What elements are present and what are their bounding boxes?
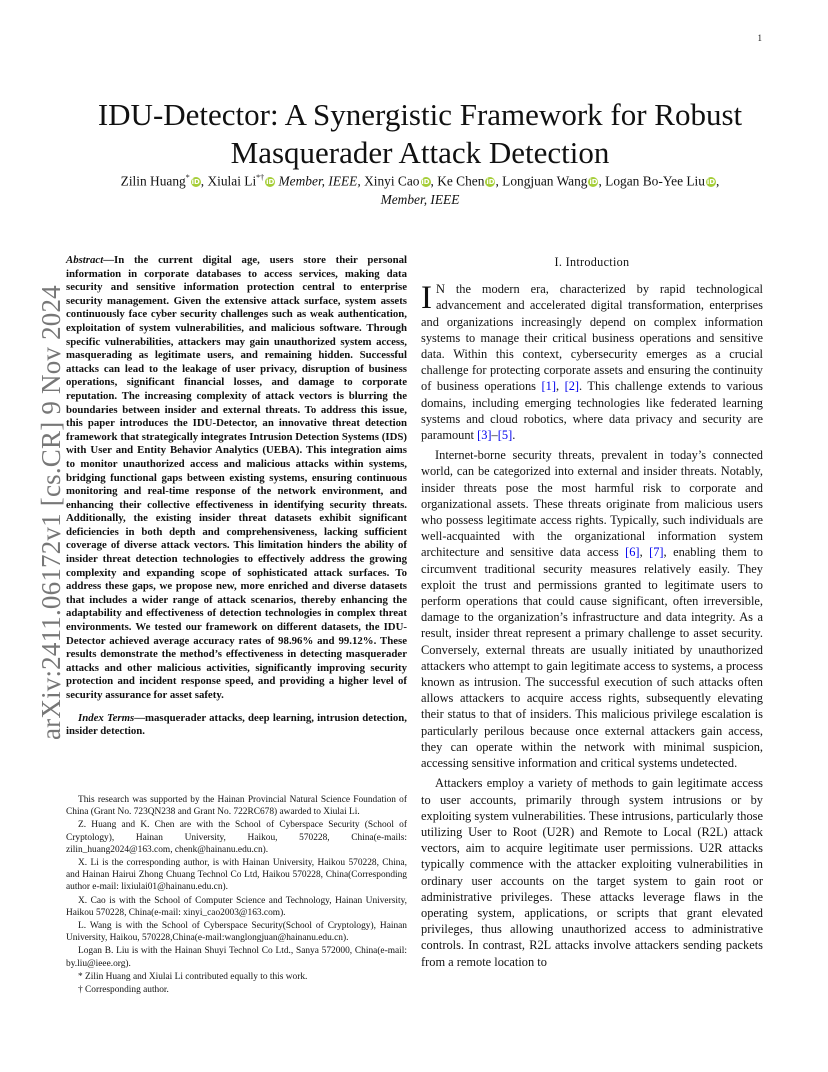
author-name: Zilin Huang: [120, 173, 186, 189]
index-terms-label: Index Terms: [78, 711, 135, 724]
citation-link[interactable]: [2]: [564, 379, 580, 394]
page-number: 1: [757, 33, 762, 43]
arxiv-identifier[interactable]: arXiv:2411.06172v1 [cs.CR] 9 Nov 2024: [36, 285, 66, 740]
index-terms: [66, 712, 407, 739]
author-membership: Member, IEEE,: [278, 173, 361, 189]
author-membership: Member, IEEE: [380, 192, 460, 208]
orcid-icon[interactable]: iD: [266, 178, 275, 187]
paragraph-text: Internet-borne security threats, prevalent in today’s connected world, can be categorized into external and insider threats. Notably, insider threats pose the most harmful risk to corporate and organizational assets. These threats originate from malicious users who possess legitimate access rights. Typically, such individuals are well-acquainted with the organizational information system architecture and sensitive data access: [421, 448, 763, 560]
author-list: Zilin Huang*iD, Xiulai Li*†iD Member, IEEE, Xinyi Cao iD, Ke Chen iD, Longjuan Wang iD, Logan Bo-Yee Liu iD, Member, IEEE: [120, 173, 720, 208]
citation-link[interactable]: [7]: [649, 545, 664, 560]
citation-link[interactable]: [5]: [497, 428, 513, 443]
right-column: [421, 254, 763, 974]
orcid-icon[interactable]: iD: [191, 178, 200, 187]
intro-paragraph-1: I N the modern era, characterized by rapid technological advancement and accelerated digital transformation, enterprises and organizations increasingly depend on complex information systems to manage their critical business operations and sensitive data. Within this context, cybersecurity emerges as a crucial challenge for protecting corporate assets and ensuring the continuity of business operations [1], [2]. This challenge extends to various domains, including emerging technologies like federated learning systems and cloud robotics, where data privacy and security are paramount [3]–[5].: [421, 280, 763, 443]
orcid-icon[interactable]: iD: [589, 178, 598, 187]
paragraph-text: . This challenge extends to various domains, including emerging technologies like federated learning systems and cloud robotics, where data privacy and security are paramount: [421, 379, 763, 443]
index-terms-text: —masquerader attacks, deep learning, intrusion detection, insider detection.: [66, 711, 407, 738]
orcid-icon[interactable]: iD: [706, 178, 716, 187]
footnote: X. Li is the corresponding author, is with Hainan University, Haikou 570228, China, and Hainan Hairui Zhong Chuang Technol Co Ltd, Haikou 570228, China(Corresponding author e-mail: lixiulai01@hainanu.edu.cn).: [66, 858, 407, 893]
orcid-icon[interactable]: iD: [486, 178, 495, 187]
intro-paragraph-3: Attackers employ a variety of methods to gain legitimate access to user accounts, primarily through system intrusions or by exploiting system vulnerabilities. These intrusions, particularly those utilizing User to Root (U2R) and Remote to Local (R2L) attack vectors, aim to acquire legitimate user permissions. U2R attacks typically commence with the attacker exploiting vulnerabilities in ordinary user accounts on the target system to gain root or administrative privileges. These attacks leverage flaws in the operating system, applications, or scripts that grant elevated privileges, thus allowing unauthorized access to administrative controls. In contrast, R2L attacks involve attackers sending packets from a remote location to: [421, 776, 763, 969]
citation-link[interactable]: [1]: [541, 379, 556, 394]
footnote: * Zilin Huang and Xiulai Li contributed equally to this work.: [78, 971, 308, 982]
paragraph-text: , enabling them to circumvent traditional security measures relatively easily. They exploit the trust and permissions granted to legitimate users to perform operations that could cause significant, often irreversible, damage to the organization’s infrastructure and data integrity. As a result, insider threat represent a primary challenge to asset security. Conversely, external threats are usually initiated by unauthorized attackers who attempt to gain legitimate access to systems, a process known as intrusion. The successful execution of such attacks often allows attackers to acquire access rights, subsequently elevating their status to that of insiders. This malicious privilege escalation is particularly perilous because once external attackers gain access, they can operate within the network with minimal suspicion, accessing sensitive information and critical systems undetected.: [421, 545, 763, 771]
citation-link[interactable]: [6]: [625, 545, 640, 560]
abstract-text: —In the current digital age, users store their personal information in corporate databases to access services, making data security and sensitive information protection central to enterprise security management. Given the extensive attack surface, system assets continuously face cyber security challenges such as weak authentication, exploitation of system vulnerabilities, and malicious software. Through specific vulnerabilities, attackers may gain unauthorized system access, masquerading as legitimate users, and remaining hidden. Successful attacks can lead to the leakage of user privacy, disruption of business operations, significant financial losses, and damage to corporate reputation. The increasing complexity of attack vectors is blurring the boundaries between insider and external threats. To address this issue, this paper introduces the IDU-Detector, an innovative threat detection framework that strategically integrates Intrusion Detection Systems (IDS) with User and Entity Behavior Analytics (UEBA). This integration aims to monitor unauthorized access and malicious attacks within systems, bridging functional gaps between existing systems, ensuring continuous monitoring and real-time response of the network environment, and enhancing their collective effectiveness in identifying security threats. Additionally, the existing insider threat datasets exhibit significant deficiencies in both depth and comprehensiveness, lacking sufficient coverage of diverse attack vectors. This limitation hinders the ability of insider threat detection technologies to effectively address the growing complexity and expanding scope of sophisticated attack surfaces. To address these gaps, we propose new, more enriched and diverse datasets that includes a wider range of attack scenarios, thereby enhancing the adaptability and effectiveness of detection technologies in complex threat environments. We tested our framework on different datasets, the IDU-Detector achieved average accuracy rates of 98.96% and 99.12%. These results demonstrate the method’s effectiveness in detecting masquerader attacks and other malicious activities, significantly improving security protection and incident response speed, and providing a higher level of security assurance for asset safety.: [66, 254, 407, 701]
author-mark: *†: [256, 173, 265, 182]
author-name: Xinyi Cao: [364, 173, 420, 189]
footnote: Z. Huang and K. Chen are with the School of Cyberspace Security (School of Cryptology), Hainan University, Haikou, 570228, China(e-mails: zilin_huang2024@163.com, chenk@hainanu.edu.cn).: [66, 820, 407, 855]
footnotes: [66, 794, 407, 997]
paragraph-text: –: [491, 428, 498, 443]
title-line-1: IDU-Detector: A Synergistic Framework for Robust: [97, 96, 743, 132]
paragraph-text: ,: [639, 545, 650, 560]
author-mark: *: [185, 173, 190, 182]
drop-cap: I: [421, 280, 432, 317]
footnote: X. Cao is with the School of Computer Science and Technology, Hainan University, Haikou 570228, China(e-mail: xinyi_cao2003@163.com).: [66, 895, 407, 918]
citation-link[interactable]: [3]: [477, 428, 492, 443]
abstract: [66, 254, 407, 703]
paper-title: [40, 96, 800, 172]
author-name: Ke Chen: [437, 173, 485, 189]
left-column: [66, 254, 407, 739]
author-name: Xiulai Li: [207, 173, 257, 189]
intro-paragraph-2: [421, 447, 763, 771]
footnote: † Corresponding author.: [78, 985, 169, 996]
paragraph-text: ,: [555, 379, 565, 394]
abstract-label: Abstract: [66, 254, 104, 266]
author-name: Logan Bo-Yee Liu: [605, 173, 705, 189]
paragraph-text: N the modern era, characterized by rapid technological advancement and accelerated digital transformation, enterprises and organizations increasingly depend on complex information systems to manage their critical business operations and sensitive data. Within this context, cybersecurity emerges as a crucial challenge for protecting corporate assets and ensuring the continuity of business operations: [421, 282, 763, 394]
footnote: Logan B. Liu is with the Hainan Shuyi Technol Co Ltd., Sanya 572000, China(e-mail: by.liu@ieee.org).: [66, 946, 407, 969]
orcid-icon[interactable]: iD: [421, 178, 430, 187]
title-line-2: Masquerader Attack Detection: [230, 134, 610, 170]
footnote: L. Wang is with the School of Cyberspace Security(School of Cryptology), Hainan University, Haikou, 570228,China(e-mail:wanglongjuan@hainanu.edu.cn).: [66, 921, 407, 944]
section-heading: I. Introduction: [554, 255, 630, 269]
footnote: This research was supported by the Hainan Provincial Natural Science Foundation of China (Grant No. 723QN238 and Grant No. 722RC678) awarded to Xiulai Li.: [66, 795, 407, 818]
author-name: Longjuan Wang: [502, 173, 588, 189]
